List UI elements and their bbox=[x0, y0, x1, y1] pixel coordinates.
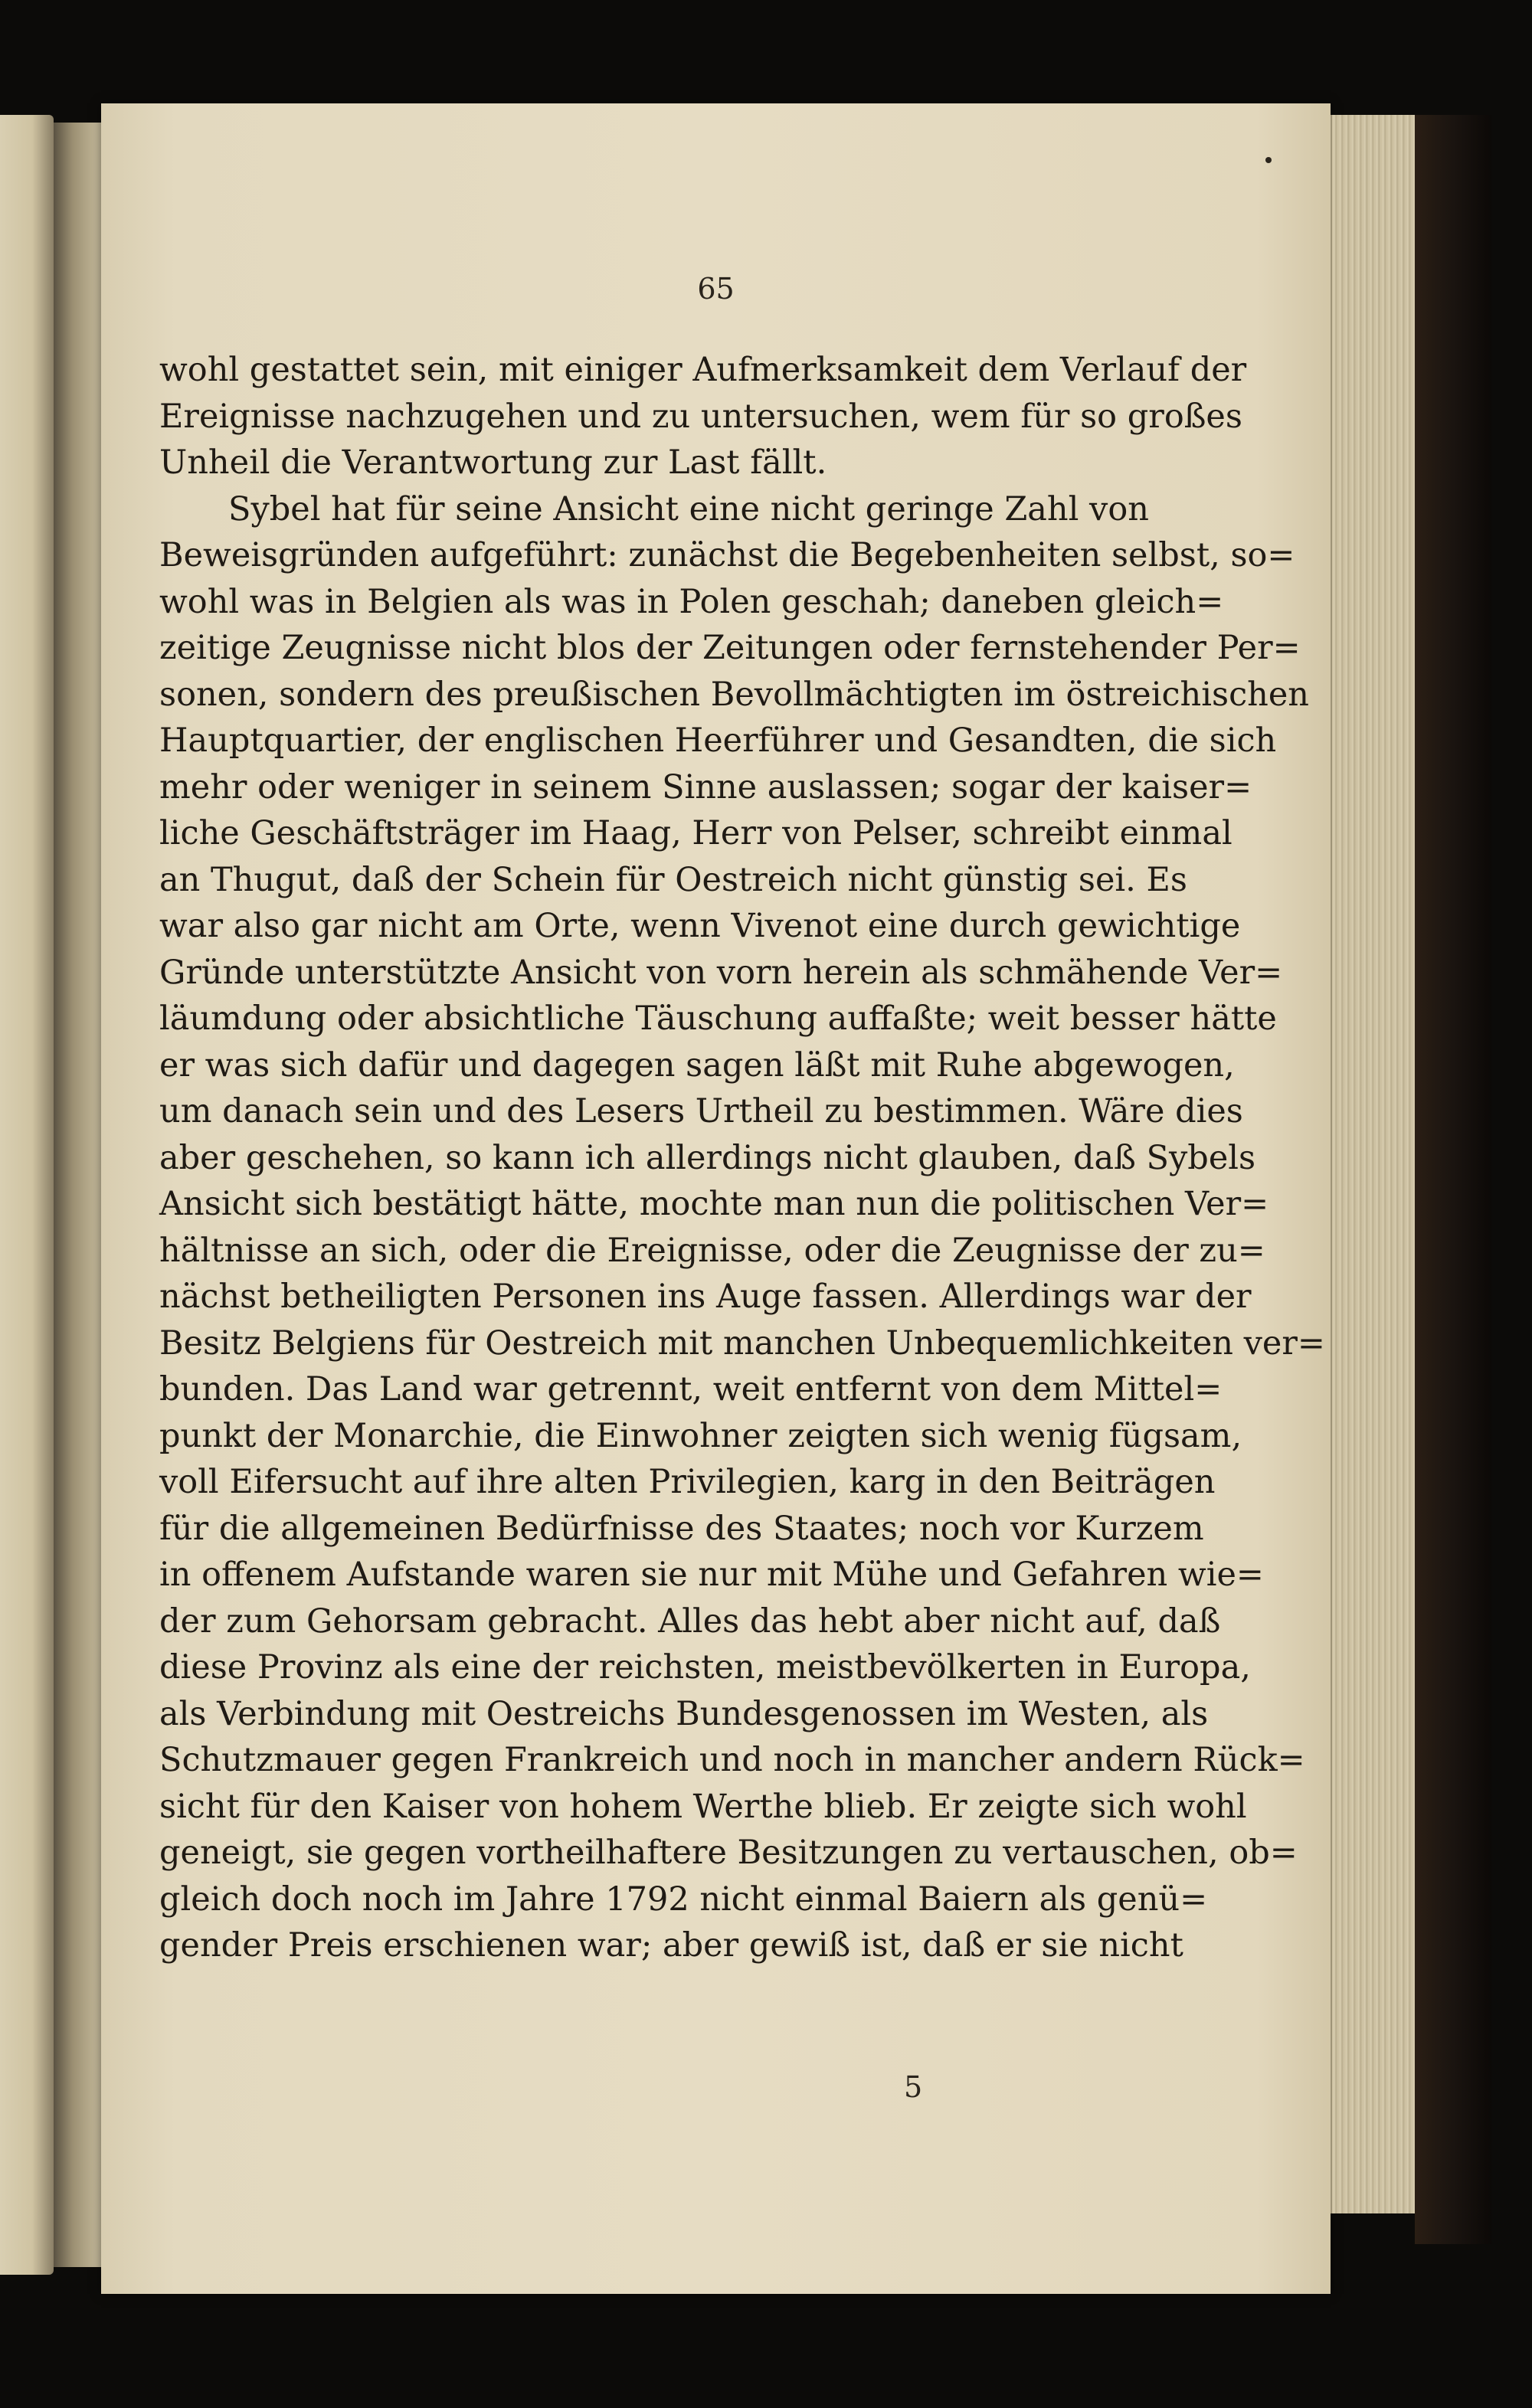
text-line: liche Geschäftsträger im Haag, Herr von Pelser, schreibt einmal bbox=[159, 814, 1232, 852]
text-line: Unheil die Verantwortung zur Last fällt. bbox=[159, 443, 827, 482]
text-line: Ansicht sich bestätigt hätte, mochte man nun die politischen Ver= bbox=[159, 1185, 1269, 1223]
text-line: Ereignisse nachzugehen und zu untersuchen, wem für so großes bbox=[159, 397, 1242, 436]
text-line: hältnisse an sich, oder die Ereignisse, oder die Zeugnisse der zu= bbox=[159, 1231, 1265, 1270]
text-line: sonen, sondern des preußischen Bevollmächtigten im östreichischen bbox=[159, 675, 1309, 714]
text-line: aber geschehen, so kann ich allerdings nicht glauben, daß Sybels bbox=[159, 1138, 1256, 1177]
text-line: bunden. Das Land war getrennt, weit entfernt von dem Mittel= bbox=[159, 1370, 1223, 1408]
text-line: wohl was in Belgien als was in Polen geschah; daneben gleich= bbox=[159, 582, 1224, 621]
text-line: diese Provinz als eine der reichsten, meistbevölkerten in Europa, bbox=[159, 1648, 1251, 1687]
ink-speck bbox=[1265, 157, 1272, 163]
text-line: punkt der Monarchie, die Einwohner zeigten sich wenig fügsam, bbox=[159, 1416, 1242, 1455]
text-line: sicht für den Kaiser von hohem Werthe blieb. Er zeigte sich wohl bbox=[159, 1787, 1247, 1826]
page-block-edges bbox=[1331, 115, 1416, 2213]
text-line: um danach sein und des Lesers Urtheil zu bestimmen. Wäre dies bbox=[159, 1092, 1243, 1130]
book-cover bbox=[1415, 115, 1491, 2244]
text-line: Besitz Belgiens für Oestreich mit manchen Unbequemlichkeiten ver= bbox=[159, 1323, 1325, 1363]
text-line: der zum Gehorsam gebracht. Alles das hebt aber nicht auf, daß bbox=[159, 1602, 1221, 1641]
text-line: Gründe unterstützte Ansicht von vorn herein als schmähende Ver= bbox=[159, 953, 1283, 992]
text-line: geneigt, sie gegen vortheilhaftere Besitzungen zu vertauschen, ob= bbox=[159, 1834, 1298, 1872]
text-line: in offenem Aufstande waren sie nur mit Mühe und Gefahren wie= bbox=[159, 1556, 1264, 1594]
text-line: Schutzmauer gegen Frankreich und noch in mancher andern Rück= bbox=[159, 1741, 1305, 1779]
page-number: 65 bbox=[697, 272, 735, 306]
text-line: gleich doch noch im Jahre 1792 nicht einmal Baiern als genü= bbox=[159, 1880, 1208, 1919]
book-page bbox=[101, 103, 1331, 2294]
body-text bbox=[159, 347, 1325, 1969]
text-line: Hauptquartier, der englischen Heerführer und Gesandten, die sich bbox=[159, 721, 1277, 760]
text-line: wohl gestattet sein, mit einiger Aufmerksamkeit dem Verlauf der bbox=[159, 351, 1247, 389]
text-line: als Verbindung mit Oestreichs Bundesgenossen im Westen, als bbox=[159, 1694, 1209, 1733]
text-line: Sybel hat für seine Ansicht eine nicht geringe Zahl von bbox=[228, 489, 1149, 528]
text-line: voll Eifersucht auf ihre alten Privilegien, karg in den Beiträgen bbox=[159, 1463, 1216, 1501]
left-page-edge bbox=[0, 115, 54, 2275]
signature-mark: 5 bbox=[904, 2070, 923, 2104]
text-line: er was sich dafür und dagegen sagen läßt mit Ruhe abgewogen, bbox=[159, 1045, 1235, 1085]
text-line: zeitige Zeugnisse nicht blos der Zeitungen oder fernstehender Per= bbox=[159, 629, 1301, 667]
text-line: mehr oder weniger in seinem Sinne auslassen; sogar der kaiser= bbox=[159, 767, 1252, 806]
text-line: gender Preis erschienen war; aber gewiß ist, daß er sie nicht bbox=[159, 1926, 1183, 1965]
text-line: war also gar nicht am Orte, wenn Vivenot eine durch gewichtige bbox=[159, 907, 1241, 945]
text-line: für die allgemeinen Bedürfnisse des Staates; noch vor Kurzem bbox=[159, 1509, 1204, 1548]
book-gutter bbox=[54, 123, 101, 2267]
text-line: nächst betheiligten Personen ins Auge fassen. Allerdings war der bbox=[159, 1278, 1252, 1316]
text-line: läumdung oder absichtliche Täuschung auffaßte; weit besser hätte bbox=[159, 1000, 1277, 1038]
text-line: an Thugut, daß der Schein für Oestreich nicht günstig sei. Es bbox=[159, 860, 1187, 899]
text-line: Beweisgründen aufgeführt: zunächst die Begebenheiten selbst, so= bbox=[159, 536, 1295, 574]
